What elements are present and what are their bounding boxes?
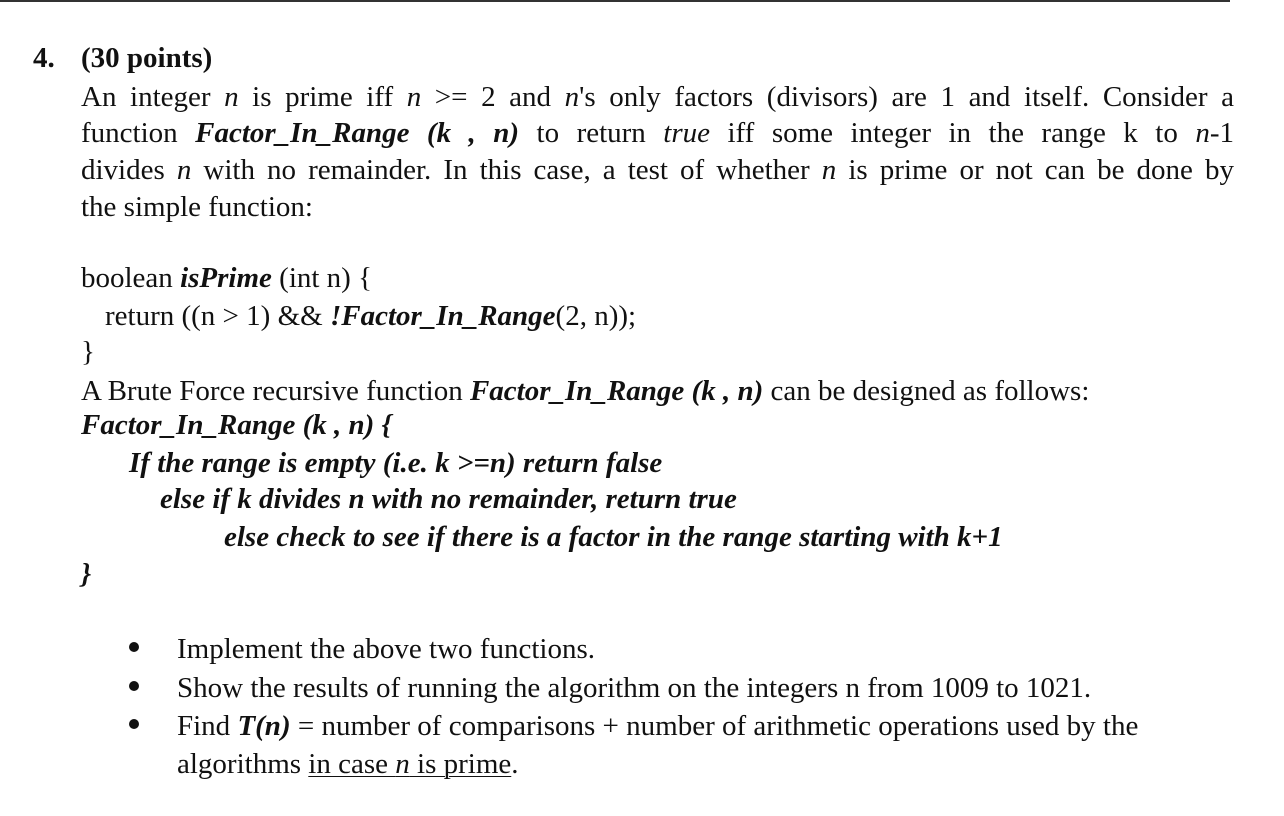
code-factor-line-3: else check to see if there is a factor in the range starting with k+1 <box>224 521 1003 553</box>
bullet-item-1: Implement the above two functions. <box>129 633 595 666</box>
code-isprime-close: } <box>81 336 95 368</box>
code-factor-line-2: else if k divides n with no remainder, return true <box>160 483 737 515</box>
code-isprime-return: return ((n > 1) && !Factor_In_Range(2, n)); <box>105 300 637 332</box>
underlined-condition: in case n is prime <box>308 748 512 780</box>
code-isprime-signature: boolean isPrime (int n) { <box>81 262 373 294</box>
question-number: 4. <box>33 42 55 74</box>
question-points: (30 points) <box>81 42 213 74</box>
intro-line-2: function Factor_In_Range (k , n) to return true iff some integer in the range k to n-1 <box>81 117 1234 149</box>
bullet-item-3: Find T(n) = number of comparisons + number of arithmetic operations used by the <box>129 710 1138 743</box>
code-factor-close: } <box>81 558 92 590</box>
bullet-item-2: Show the results of running the algorithm on the integers n from 1009 to 1021. <box>129 672 1091 705</box>
bullet-dot <box>129 681 139 691</box>
brute-force-line: A Brute Force recursive function Factor_In_Range (k , n) can be designed as follows: <box>81 375 1090 407</box>
code-factor-line-1: If the range is empty (i.e. k >=n) return false <box>129 447 663 479</box>
intro-line-4: the simple function: <box>81 191 313 223</box>
intro-line-1: An integer n is prime iff n >= 2 and n's only factors (divisors) are 1 and itself. Consider a <box>81 81 1234 113</box>
function-name-factor-in-range: Factor_In_Range (k , n) <box>195 117 520 149</box>
bullet-item-3-continuation: algorithms in case n is prime. <box>177 748 519 780</box>
bullet-dot <box>129 642 139 652</box>
bullet-dot <box>129 719 139 729</box>
code-factor-header: Factor_In_Range (k , n) { <box>81 409 392 441</box>
intro-line-3: divides n with no remainder. In this case, a test of whether n is prime or not can be done by <box>81 154 1234 186</box>
top-rule <box>0 0 1230 2</box>
